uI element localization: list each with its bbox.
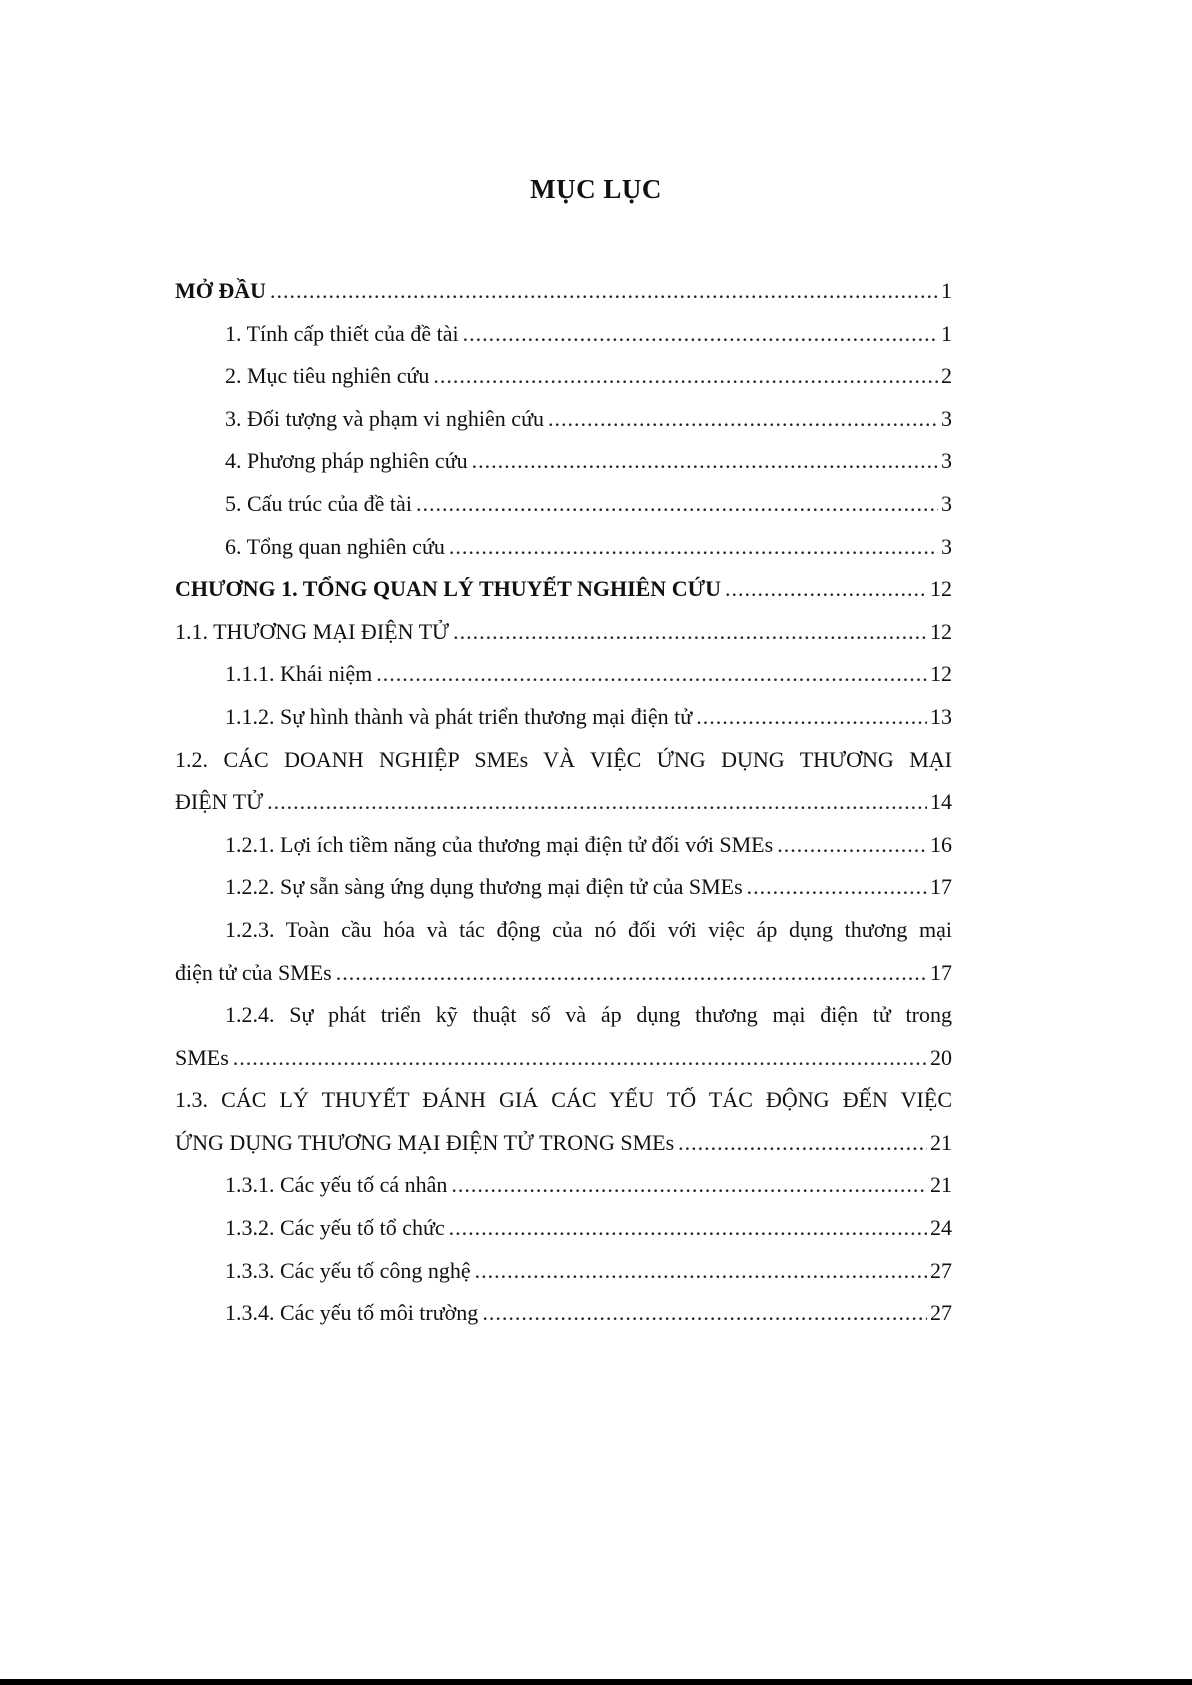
toc-page-number: 1 (941, 278, 952, 303)
toc-dot-leader (777, 824, 927, 867)
toc-entry-line-2[interactable] (175, 781, 952, 824)
toc-dot-leader (482, 1292, 927, 1335)
toc-entry[interactable] (175, 866, 952, 909)
toc-entry-title: 5. Cấu trúc của đề tài (225, 490, 412, 516)
toc-entry[interactable] (175, 696, 952, 739)
toc-entry[interactable] (175, 440, 952, 483)
toc-page-number: 12 (930, 576, 952, 602)
toc-page-number: 12 (930, 661, 952, 687)
toc-page-number: 16 (930, 831, 952, 857)
toc-page-number: 21 (930, 1129, 952, 1155)
toc-dot-leader (233, 1037, 927, 1080)
toc-entry-title: 1. Tính cấp thiết của đề tài (225, 320, 459, 346)
toc-dot-leader (463, 313, 938, 356)
toc-page-number: 17 (930, 874, 952, 900)
toc-dot-leader (725, 568, 927, 611)
toc-page-number: 3 (941, 490, 952, 516)
toc-page-number: 1 (941, 320, 952, 346)
toc-entry-line-1[interactable] (175, 994, 952, 1037)
toc-entry[interactable] (175, 398, 952, 441)
toc-entry[interactable] (175, 1207, 952, 1250)
toc-entry-title: 1.3.4. Các yếu tố môi trường (225, 1300, 479, 1326)
toc-entry-title: 1.1.2. Sự hình thành và phát triển thương mại điện tử (225, 703, 693, 729)
toc-entry[interactable] (175, 1250, 952, 1293)
toc-page-number: 14 (930, 789, 952, 815)
toc-dot-leader (449, 526, 938, 569)
toc-entry-line-2[interactable] (175, 952, 952, 995)
toc-page-number: 3 (941, 533, 952, 559)
toc-entry-line-2[interactable] (175, 1122, 952, 1165)
toc-entry[interactable] (175, 824, 952, 867)
toc-entry-title-continued: SMEs (175, 1044, 229, 1070)
toc-dot-leader (451, 1164, 927, 1207)
toc-page-number: 3 (941, 448, 952, 474)
toc-entry-title-continued: ĐIỆN TỬ (175, 789, 264, 815)
toc-entry[interactable] (175, 270, 952, 313)
page-title: MỤC LỤC (530, 174, 662, 204)
toc-dot-leader (336, 952, 927, 995)
toc-dot-leader (376, 653, 927, 696)
toc-entry-title-continued: ỨNG DỤNG THƯƠNG MẠI ĐIỆN TỬ TRONG SMEs (175, 1129, 675, 1155)
toc-entry[interactable] (175, 1164, 952, 1207)
toc-dot-leader (267, 781, 927, 824)
toc-entry-title: 4. Phương pháp nghiên cứu (225, 448, 468, 474)
toc-page-number: 12 (930, 618, 952, 644)
toc-page-number: 2 (941, 363, 952, 389)
toc-entry-title: 1.3.2. Các yếu tố tổ chức (225, 1215, 445, 1241)
toc-dot-leader (747, 866, 927, 909)
toc-dot-leader (416, 483, 938, 526)
toc-entry-title: CHƯƠNG 1. TỔNG QUAN LÝ THUYẾT NGHIÊN CỨU (175, 576, 721, 602)
toc-entry-title: 1.2.4. Sự phát triển kỹ thuật số và áp dụng thương mại điện tử trong (225, 1002, 952, 1028)
toc-entry-title: 2. Mục tiêu nghiên cứu (225, 363, 430, 389)
toc-dot-leader (696, 696, 927, 739)
toc-entry[interactable] (175, 313, 952, 356)
toc-entry-title: 1.2.2. Sự sẵn sàng ứng dụng thương mại điện tử của SMEs (225, 874, 743, 900)
toc-entry-title: 3. Đối tượng và phạm vi nghiên cứu (225, 405, 544, 431)
toc-entry-line-2[interactable] (175, 1037, 952, 1080)
toc-entry-title: 1.3.3. Các yếu tố công nghệ (225, 1257, 471, 1283)
toc-entry-title: 1.2.3. Toàn cầu hóa và tác động của nó đối với việc áp dụng thương mại (225, 916, 952, 942)
toc-entry[interactable] (175, 483, 952, 526)
toc-entry[interactable] (175, 526, 952, 569)
toc-page-number: 17 (930, 959, 952, 985)
toc-entry-line-1[interactable] (175, 909, 952, 952)
toc-dot-leader (449, 1207, 927, 1250)
toc-entry-title: 6. Tổng quan nghiên cứu (225, 533, 445, 559)
toc-entry-title: 1.2. CÁC DOANH NGHIỆP SMEs VÀ VIỆC ỨNG DỤNG THƯƠNG MẠI (175, 746, 952, 772)
toc-dot-leader (433, 355, 938, 398)
toc-page-number: 13 (930, 703, 952, 729)
toc-entry-title-continued: điện tử của SMEs (175, 959, 332, 985)
toc-entry-title: 1.3. CÁC LÝ THUYẾT ĐÁNH GIÁ CÁC YẾU TỐ TÁC ĐỘNG ĐẾN VIỆC (175, 1087, 952, 1113)
toc-entry[interactable] (175, 1292, 952, 1335)
toc-page-number: 27 (930, 1300, 952, 1326)
toc-page-number: 27 (930, 1257, 952, 1283)
toc-entry[interactable] (175, 653, 952, 696)
toc-page-number: 20 (930, 1044, 952, 1070)
toc-dot-leader (678, 1122, 927, 1165)
page-bottom-edge (0, 1679, 1192, 1685)
toc-entry[interactable] (175, 568, 952, 611)
toc-entry-line-1[interactable] (175, 1079, 952, 1122)
toc-entry-title: 1.1. THƯƠNG MẠI ĐIỆN TỬ (175, 618, 450, 644)
toc-page-number: 24 (930, 1215, 952, 1241)
toc-entry-title: 1.2.1. Lợi ích tiềm năng của thương mại điện tử đối với SMEs (225, 831, 774, 857)
toc-page-number: 21 (930, 1172, 952, 1198)
toc-page-number: 3 (941, 405, 952, 431)
toc-dot-leader (475, 1250, 927, 1293)
toc-entry-title: 1.1.1. Khái niệm (225, 661, 373, 687)
table-of-contents (175, 270, 952, 1335)
toc-entry-title: 1.3.1. Các yếu tố cá nhân (225, 1172, 448, 1198)
toc-dot-leader (548, 398, 938, 441)
toc-dot-leader (472, 440, 938, 483)
toc-dot-leader (270, 270, 938, 313)
toc-entry[interactable] (175, 611, 952, 654)
toc-entry-title: MỞ ĐẦU (175, 278, 267, 303)
toc-dot-leader (453, 611, 927, 654)
toc-entry-line-1[interactable] (175, 739, 952, 782)
toc-entry[interactable] (175, 355, 952, 398)
